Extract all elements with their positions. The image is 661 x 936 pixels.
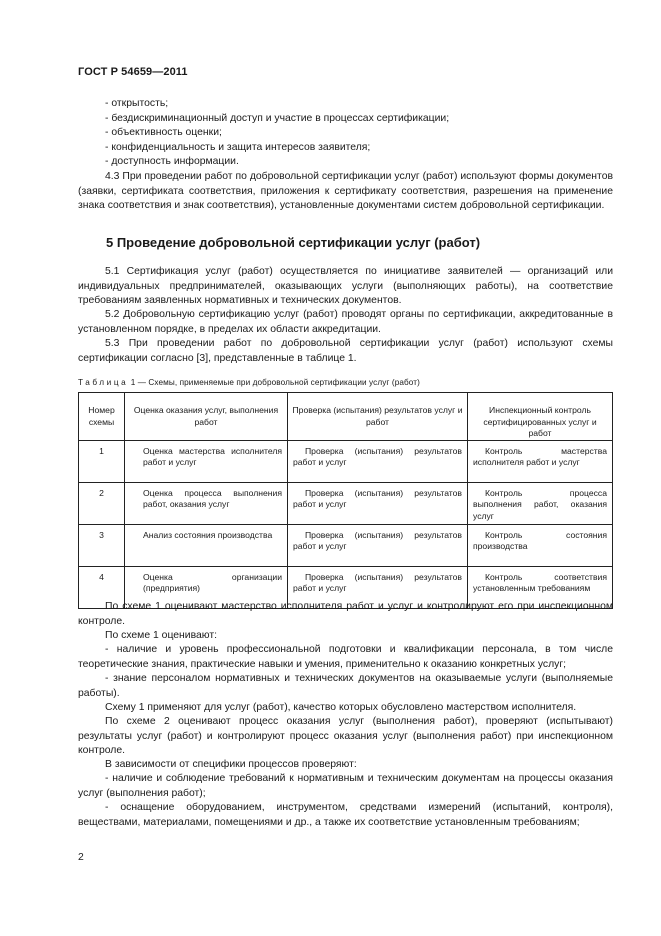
paragraph-scheme1-usage: Схему 1 применяют для услуг (работ), качество которых обусловлено мастерством исполнителя.	[105, 702, 577, 713]
table-cell: 4	[79, 566, 125, 608]
list-item: - объективность оценки;	[105, 127, 222, 139]
table-cell: 3	[79, 524, 125, 566]
table-cell: 1	[79, 440, 125, 482]
table-cell: Контроль процесса выполнения работ, оказания услуг	[473, 487, 607, 521]
table-cell: Контроль соответствия установленным требованиям	[473, 571, 607, 593]
list-item: - наличие и соблюдение требований к нормативным и техническим документам на процессы оказания услуг (выполнения работ);	[78, 773, 613, 799]
paragraph-scheme1-intro: По схеме 1 оценивают мастерство исполнителя работ и услуг и контролируют его при инспекционном контроле.	[78, 601, 613, 627]
header-cell: Проверка (испытания) результатов услуг и работ	[288, 393, 468, 441]
table-cell: Анализ состояния производства	[143, 529, 273, 540]
table-caption	[78, 378, 420, 387]
table-caption-word: Таблица	[78, 378, 129, 387]
table-header-row	[79, 393, 613, 441]
paragraph-5-1: 5.1 Сертификация услуг (работ) осуществляется по инициативе заявителей — организаций или индивидуальных предпринимателей, оказывающих услуги (выполняющих работы), на соответствие требованиям заявленных нормативных и технических документов.	[78, 266, 613, 307]
table-cell: Проверка (испытания) результатов работ и услуг	[293, 487, 462, 509]
list-item: - конфиденциальность и защита интересов заявителя;	[105, 141, 371, 153]
table-row	[79, 482, 613, 524]
table-caption-text: 1 — Схемы, применяемые при добровольной сертификации услуг (работ)	[130, 378, 420, 387]
table-cell: Проверка (испытания) результатов работ и услуг	[293, 445, 462, 467]
list-item: - открытость;	[105, 98, 169, 109]
table-cell: Контроль мастерства исполнителя работ и услуг	[473, 445, 607, 467]
paragraph-scheme2: По схеме 2 оценивают процесс оказания услуг (выполнения работ), проверяют (испытывают) результаты услуг (работ) и контролируют процесс оказания услуг (выполнения работ) при инспекционном контроле.	[78, 716, 613, 757]
list-item: - оснащение оборудованием, инструментом, средствами измерений (испытаний, контроля), веществами, материалами, помещениями и др., а также их соответствие установленным требованиям;	[78, 802, 613, 828]
list-item: - бездискриминационный доступ и участие в процессах сертификации;	[105, 112, 450, 124]
paragraph-5-3: 5.3 При проведении работ по добровольной сертификации услуг (работ) используют схемы сертификации согласно [3], представленные в таблице 1.	[78, 338, 613, 364]
schemes-table	[78, 392, 613, 609]
header-cell: Оценка оказания услуг, выполнения работ	[125, 393, 288, 441]
list-item: - наличие и уровень профессиональной подготовки и квалификации персонала, в том числе теоретические знания, практические навыки и умения, применительно к оказанию конкретных услуг;	[78, 644, 613, 670]
paragraph-5-2: 5.2 Добровольную сертификацию услуг (работ) проводят органы по сертификации, аккредитованные в установленном порядке, в пределах их области аккредитации.	[78, 309, 613, 335]
table-cell: Контроль состояния производства	[473, 529, 607, 551]
header-cell: Номер схемы	[79, 393, 125, 441]
table-cell: Проверка (испытания) результатов работ и услуг	[293, 571, 462, 593]
section-5-heading: 5 Проведение добровольной сертификации услуг (работ)	[106, 235, 481, 250]
paragraph-scheme1-evaluate: По схеме 1 оценивают:	[105, 630, 217, 641]
paragraph-process-check: В зависимости от специфики процессов проверяют:	[105, 759, 357, 770]
paragraph-4-3: 4.3 При проведении работ по добровольной сертификации услуг (работ) используют формы документов (заявки, сертификата соответствия, приложения к сертификату соответствия, разрешения на применение знака соответствия и знак соответствия), установленные документами систем добровольной сертификации.	[78, 171, 613, 212]
page-number: 2	[78, 852, 84, 863]
principles-list	[78, 97, 449, 170]
table-cell: 2	[79, 482, 125, 524]
table-cell: Оценка процесса выполнения работ, оказания услуг	[143, 487, 282, 509]
table-row	[79, 440, 613, 482]
list-item: - доступность информации.	[105, 156, 239, 168]
document-header: ГОСТ Р 54659—2011	[78, 66, 188, 78]
table-cell: Оценка организации (предприятия)	[143, 571, 282, 593]
header-cell: Инспекционный контроль сертифицированных услуг и работ	[468, 393, 613, 441]
table-cell: Оценка мастерства исполнителя работ и услуг	[143, 445, 282, 467]
table-row	[79, 524, 613, 566]
list-item: - знание персоналом нормативных и технических документов на оказываемые услуги (выполняемые работы).	[78, 673, 613, 699]
table-cell: Проверка (испытания) результатов работ и услуг	[293, 529, 462, 551]
